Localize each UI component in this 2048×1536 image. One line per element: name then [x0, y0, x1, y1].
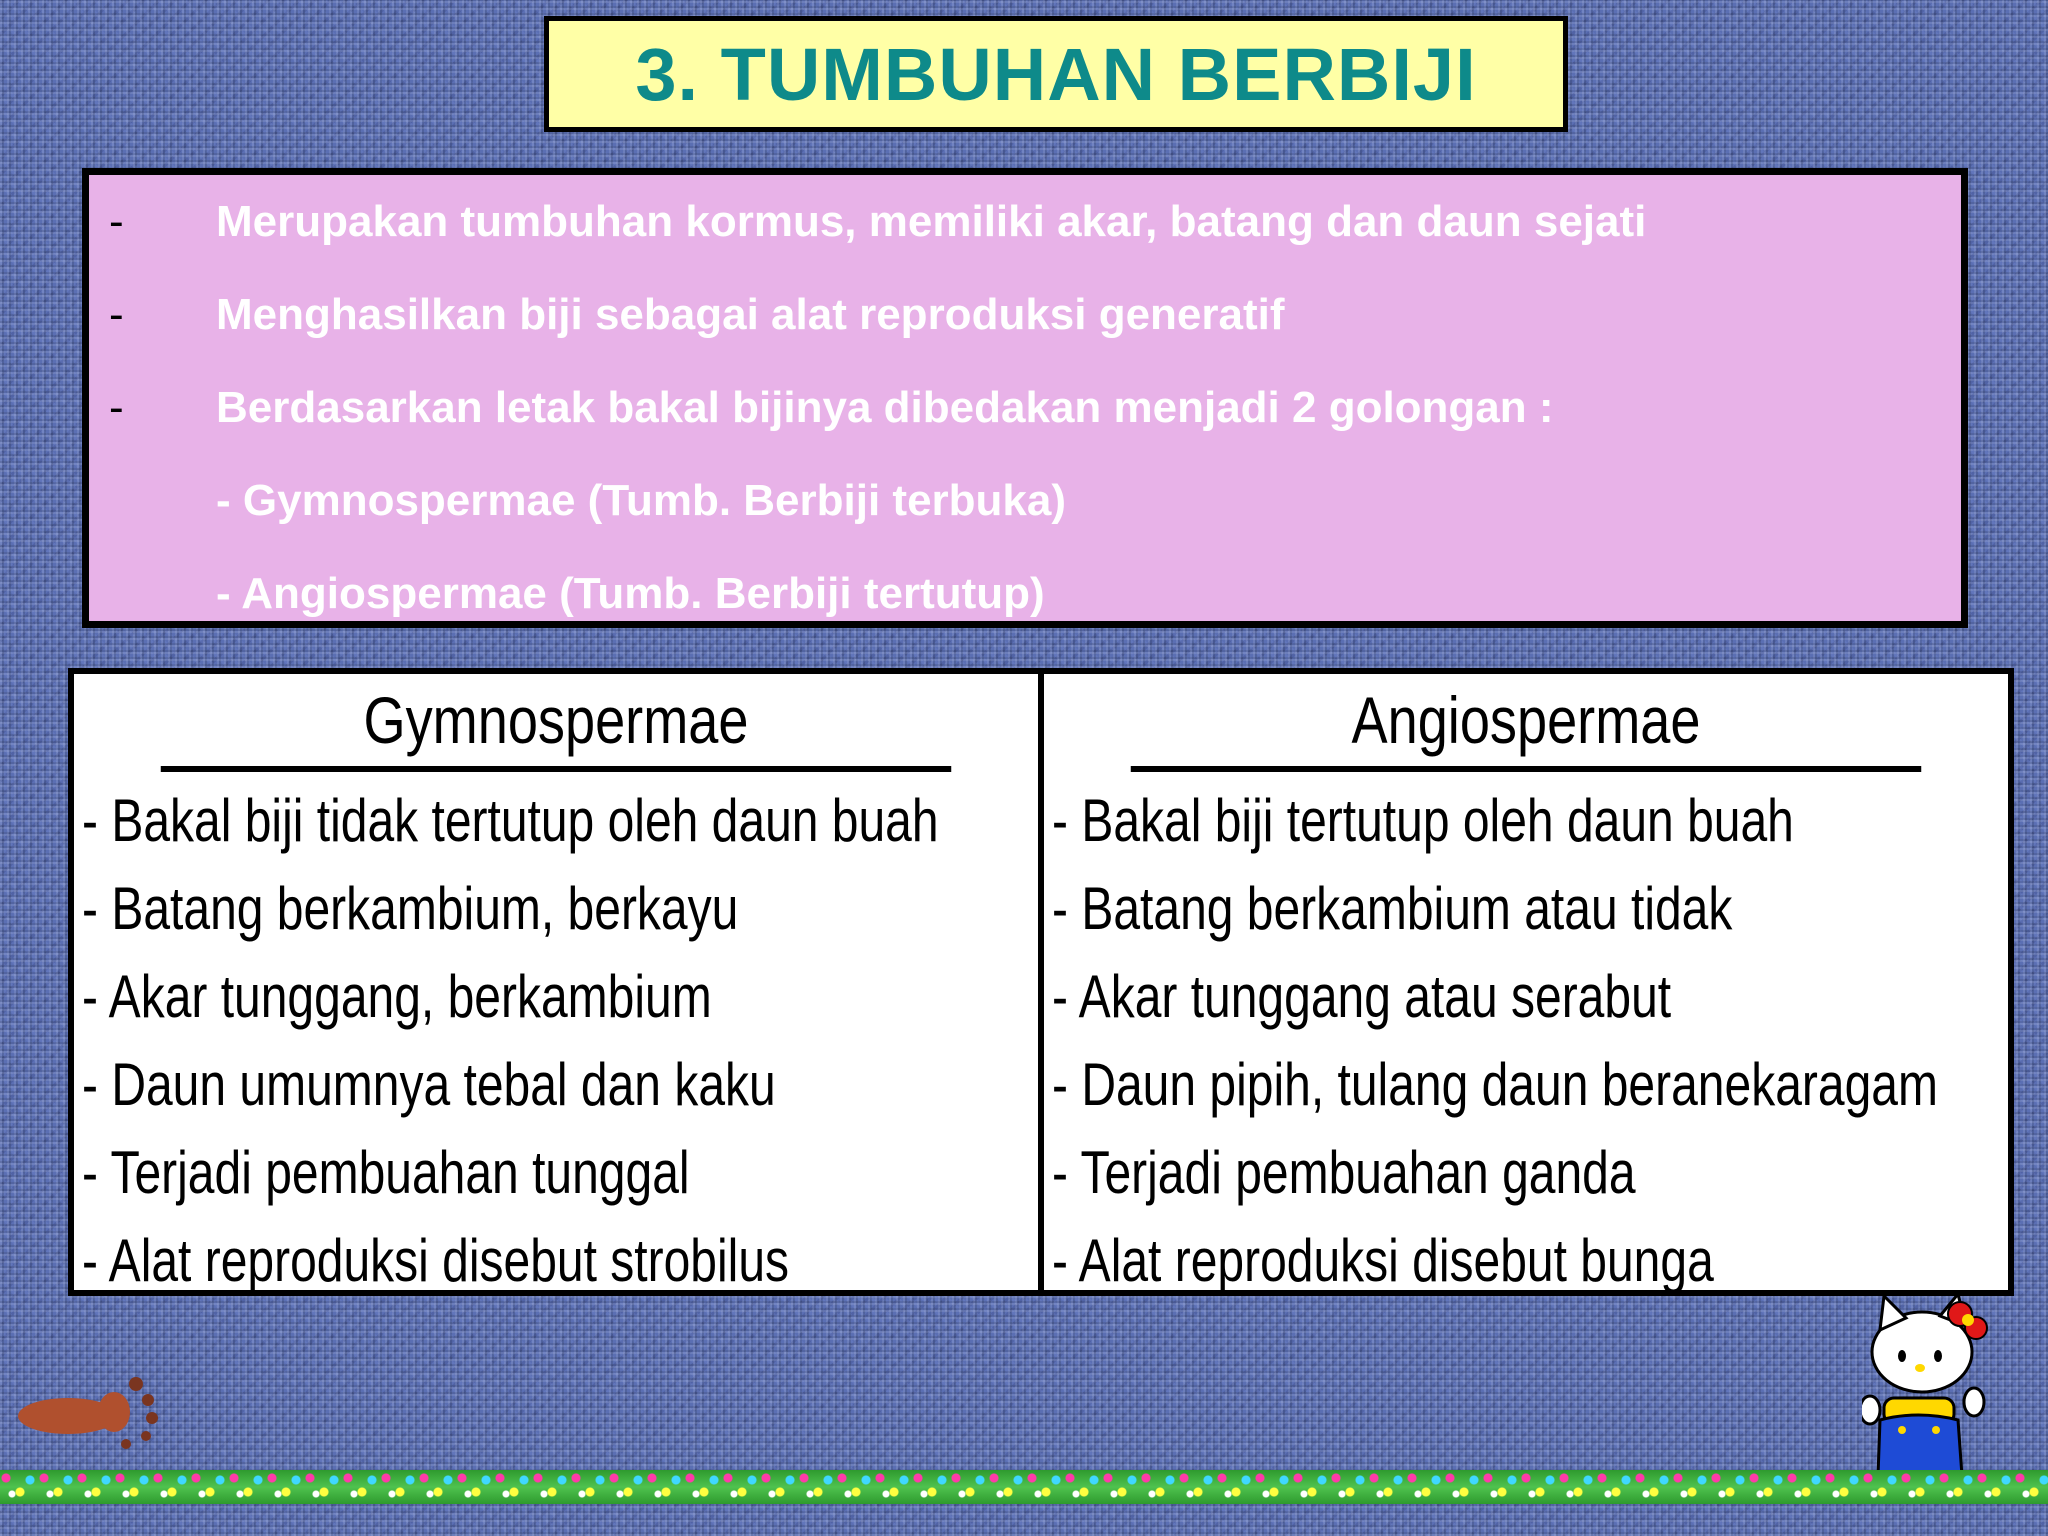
bullet-text: Menghasilkan biji sebagai alat reproduksi generatif [216, 290, 1285, 339]
table-row: - Akar tunggang atau serabut [1052, 962, 1672, 1030]
angiospermae-rows [1044, 772, 2008, 1304]
table-row: - Bakal biji tidak tertutup oleh daun buah [82, 786, 939, 854]
table-row: - Batang berkambium atau tidak [1052, 874, 1733, 942]
column-header-gymnospermae: Gymnospermae [161, 674, 951, 772]
table-row: - Batang berkambium, berkayu [82, 874, 739, 942]
table-row: - Akar tunggang, berkambium [82, 962, 712, 1030]
table-row: - Alat reproduksi disebut bunga [1052, 1226, 1714, 1294]
comparison-table [68, 668, 2014, 1296]
table-row: - Terjadi pembuahan ganda [1052, 1138, 1636, 1206]
info-box [82, 168, 1968, 628]
gymnospermae-column [74, 674, 1038, 1294]
info-bullet [89, 379, 1961, 472]
angiospermae-column [1044, 674, 2008, 1294]
bullet-text: - Gymnospermae (Tumb. Berbiji terbuka) [216, 476, 1067, 525]
table-row: - Terjadi pembuahan tunggal [82, 1138, 690, 1206]
info-bullet [89, 193, 1961, 286]
bullet-dash: - [109, 290, 124, 339]
flower-border-icon [0, 1470, 2048, 1504]
table-row: - Daun pipih, tulang daun beranekaragam [1052, 1050, 1938, 1118]
table-row: - Daun umumnya tebal dan kaku [82, 1050, 776, 1118]
column-header-angiospermae: Angiospermae [1131, 674, 1921, 772]
slide-title: 3. TUMBUHAN BERBIJI [635, 32, 1477, 116]
bullet-text: Berdasarkan letak bakal bijinya dibedakan menjadi 2 golongan : [216, 383, 1554, 432]
slide-title-box [544, 16, 1568, 132]
info-sub-bullet [89, 472, 1961, 565]
table-row: - Bakal biji tertutup oleh daun buah [1052, 786, 1794, 854]
footprint-icon [10, 1364, 170, 1454]
bullet-text: - Angiospermae (Tumb. Berbiji tertutup) [216, 569, 1045, 618]
table-row: - Alat reproduksi disebut strobilus [82, 1226, 790, 1294]
gymnospermae-rows [74, 772, 1038, 1304]
info-bullet [89, 286, 1961, 379]
bullet-dash: - [109, 383, 124, 432]
info-sub-bullet [89, 565, 1961, 658]
bullet-dash: - [109, 197, 124, 246]
bullet-text: Merupakan tumbuhan kormus, memiliki akar, batang dan daun sejati [216, 197, 1647, 246]
